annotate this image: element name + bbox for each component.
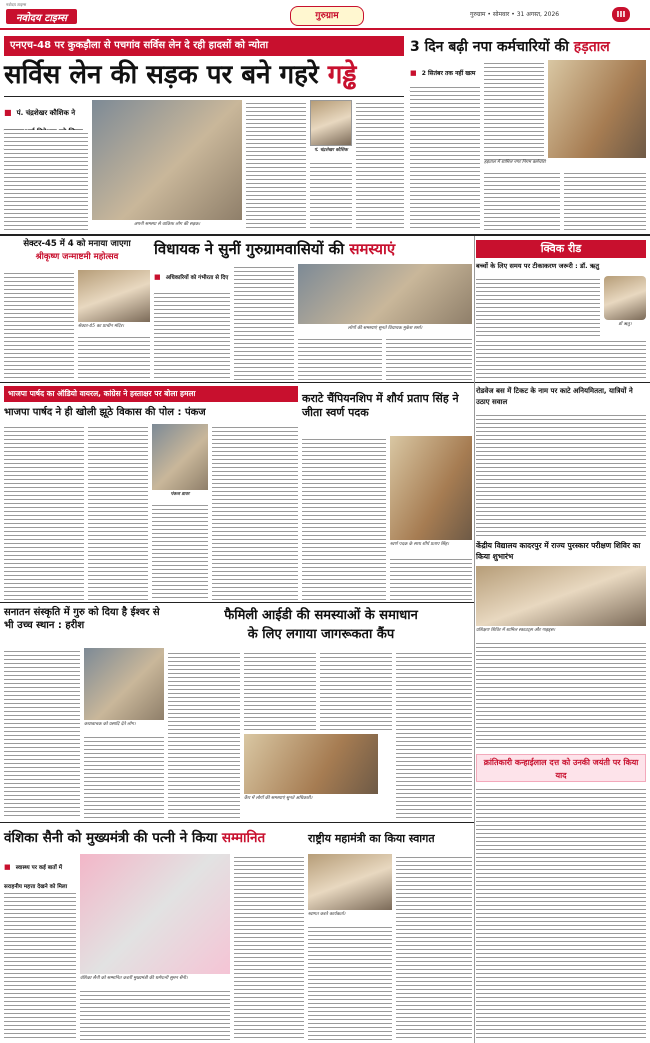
mla-photo-caption: लोगों की समस्याएं सुनते विधायक मुकेश शर्मा। xyxy=(347,326,423,331)
strike-headline-accent: हड़ताल xyxy=(573,39,610,55)
cm-column-2 xyxy=(80,988,230,1040)
family-caption: कैंप में लोगों की समस्याएं सुनते अधिकारी। xyxy=(244,796,313,801)
quick-read-label: क्विक रीड xyxy=(476,240,646,258)
divider xyxy=(0,382,650,383)
lead-headline-main: सर्विस लेन की सड़क पर बने गहरे xyxy=(4,60,328,90)
mla-headline-accent: समस्याएं xyxy=(349,240,396,258)
mla-column-2 xyxy=(234,264,294,380)
dateline: गुरुग्राम • सोमवार • 31 अगस्त, 2026 xyxy=(470,11,560,18)
karate-photo xyxy=(390,436,472,540)
mla-column-3 xyxy=(298,336,382,380)
sector-headline-line1: सेक्टर-45 में 4 को मनाया जाएगा xyxy=(23,239,131,249)
bullet-icon: ■ xyxy=(4,108,12,117)
sector-column-1 xyxy=(4,270,74,380)
mla-headline-main: विधायक ने सुनीं गुरुग्रामवासियों की xyxy=(154,240,350,258)
rashtriya-photo xyxy=(308,854,392,910)
bjp-column-4 xyxy=(212,424,298,600)
family-headline xyxy=(168,606,474,646)
lead-photo-caption: अपनी समस्या से वाकिफ लोग की सड़क। xyxy=(133,222,201,227)
bjp-banner: भाजपा पार्षद का ऑडियो वायरल, कांग्रेस ने हस्ताक्षर पर बोला हमला xyxy=(4,386,298,402)
sanatan-column-2 xyxy=(84,734,164,818)
kv-column xyxy=(476,640,646,750)
sanatan-headline: सनातन संस्कृति में गुरु को दिया है ईश्वर से भी उच्च स्थान : हरीश xyxy=(4,607,160,631)
rashtriya-caption: स्वागत करते कार्यकर्ता। xyxy=(308,912,346,917)
sanatan-photo xyxy=(84,648,164,720)
mla-column-4 xyxy=(386,336,472,380)
divider xyxy=(0,602,474,603)
strike-column-3 xyxy=(484,170,560,230)
divider xyxy=(4,96,404,97)
bjp-column-3 xyxy=(152,502,208,600)
page-number: III xyxy=(612,7,630,22)
quick-column xyxy=(476,276,600,336)
lead-bullet-text: पं. चंद्रशेखर कौशिक ने xyxy=(16,109,76,117)
cm-caption: वंशिका सैनी को सम्मानित करतीं मुख्यमंत्री की धर्मपत्नी सुमन सैनी। xyxy=(80,976,188,981)
cm-headline-accent: सम्मानित xyxy=(221,830,266,846)
mla-sub xyxy=(154,264,230,288)
family-headline-line1: फैमिली आईडी की समस्याओं के समाधान xyxy=(224,608,418,623)
sector-headline xyxy=(4,238,150,266)
lead-headline xyxy=(4,58,404,94)
quick-column-2 xyxy=(476,338,646,380)
kv-photo xyxy=(476,566,646,626)
sanatan-column-1 xyxy=(4,648,80,818)
rashtriya-column-2 xyxy=(396,854,472,1040)
sector-photo-caption: सेक्टर-45 का प्राचीन मंदिर। xyxy=(78,324,124,329)
cm-bullet xyxy=(4,854,76,888)
roadways-headline: रोडवेज बस में टिकट के नाम पर काटे अनियमितता, यात्रियों ने उठाए सवाल xyxy=(476,387,633,406)
quick-headline: बच्चों के लिए समय पर टीकाकरण जरूरी : डॉ. ऋतु xyxy=(476,262,600,270)
kv-headline: केंद्रीय विद्यालय कादरपुर में राज्य पुरस्कार परीक्षण शिविर का किया शुभारंभ xyxy=(476,541,641,561)
family-headline-line2: के लिए लगाया जागरूकता कैंप xyxy=(247,627,395,642)
strike-column-4 xyxy=(564,170,646,230)
masthead xyxy=(0,0,650,30)
bullet-icon: ■ xyxy=(410,69,417,77)
lead-story-column-1 xyxy=(4,130,88,230)
sector-column-2 xyxy=(78,334,150,380)
family-column-1 xyxy=(168,650,240,818)
cm-photo xyxy=(80,854,230,974)
divider xyxy=(0,234,650,236)
kranti-box xyxy=(476,754,646,782)
kranti-column xyxy=(476,786,646,1040)
lead-bullet xyxy=(4,100,88,126)
mla-headline xyxy=(154,238,472,260)
bjp-mug-photo xyxy=(152,424,208,490)
cm-column-3 xyxy=(234,854,304,1040)
family-column-4 xyxy=(396,650,472,818)
lead-story-column-2 xyxy=(246,100,306,230)
karate-column-2 xyxy=(390,556,472,600)
karate-headline: कराटे चैंपियनशिप में शौर्य प्रताप सिंह ने जीता स्वर्ण पदक xyxy=(302,392,459,419)
strike-photo-caption: हड़ताल में शामिल नगर निगम कर्मचारी xyxy=(484,160,546,165)
strike-sub-text: 2 सितंबर तक नहीं खत्म xyxy=(421,70,476,77)
lead-photo xyxy=(92,100,242,220)
mla-sub-text: अधिकारियों को गंभीरता से दिए xyxy=(165,275,229,281)
quick-mug-photo xyxy=(604,276,646,320)
cm-bullet-text: स्वास्थ्य पर कई बातों में सराहनीय महत्ता देखने को मिला xyxy=(4,865,68,890)
rashtriya-headline: राष्ट्रीय महामंत्री का किया स्वागत xyxy=(308,832,435,845)
quick-mug-caption: डॉ ऋतु। xyxy=(618,322,632,327)
karate-column-1 xyxy=(302,436,386,600)
column-rule xyxy=(474,236,475,1043)
lead-headline-accent: गड्ढे xyxy=(327,60,357,90)
kv-caption: प्रशिक्षण शिविर में शामिल स्काउट्स और गाइड्स। xyxy=(476,628,556,633)
cm-headline xyxy=(4,826,304,850)
strike-headline xyxy=(410,36,646,58)
rashtriya-column-1 xyxy=(308,924,392,1040)
bjp-mug-caption: पंकज डावर xyxy=(170,492,190,497)
lead-story-column-3 xyxy=(356,100,404,230)
paper-name: नवोदय टाइम्स xyxy=(6,9,77,24)
banner-kicker: एनएच-48 पर कुकड़ौला से पचगांव सर्विस लेन दे रही हादसों को न्योता xyxy=(4,36,404,56)
sector-photo xyxy=(78,270,150,322)
bjp-headline: भाजपा पार्षद ने ही खोली झूठे विकास की पोल : पंकज xyxy=(4,407,206,418)
cm-column-1 xyxy=(4,890,76,1040)
bullet-icon: ■ xyxy=(154,273,161,281)
strike-column-2 xyxy=(484,60,544,160)
mla-column-1 xyxy=(154,290,230,380)
lead-mug-photo xyxy=(310,100,352,146)
kranti-headline: क्रांतिकारी कन्हाईलाल दत्त को उनकी जयंती पर किया याद xyxy=(483,758,639,780)
sanatan-caption: कथावाचक को प्रसादि देते लोग। xyxy=(84,722,136,727)
karate-caption: स्वर्ण पदक के साथ शौर्य प्रताप सिंह। xyxy=(390,542,450,547)
masthead-small-label: नवोदय टाइम्स xyxy=(6,2,27,7)
strike-photo xyxy=(548,60,646,158)
family-column-3 xyxy=(320,650,392,730)
sector-headline-line2: श्रीकृष्ण जन्माष्टमी महोत्सव xyxy=(35,252,119,262)
strike-headline-main: 3 दिन बढ़ी नपा कर्मचारियों की xyxy=(410,39,574,55)
strike-column-1 xyxy=(410,84,480,230)
lead-mug-caption: पं. चंद्रशेखर कौशिक xyxy=(314,148,348,153)
family-column-2 xyxy=(244,650,316,730)
bjp-column-2 xyxy=(88,424,148,600)
bjp-column-1 xyxy=(4,424,84,600)
roadways-column xyxy=(476,412,646,536)
strike-sub xyxy=(410,60,480,82)
cm-headline-main: वंशिका सैनी को मुख्यमंत्री की पत्नी ने किया xyxy=(4,830,222,846)
divider xyxy=(0,822,474,823)
mla-photo xyxy=(298,264,472,324)
lead-story-column-4 xyxy=(310,160,352,230)
section-name: गुरुग्राम xyxy=(290,6,364,26)
bullet-icon: ■ xyxy=(4,863,11,871)
family-photo xyxy=(244,734,378,794)
